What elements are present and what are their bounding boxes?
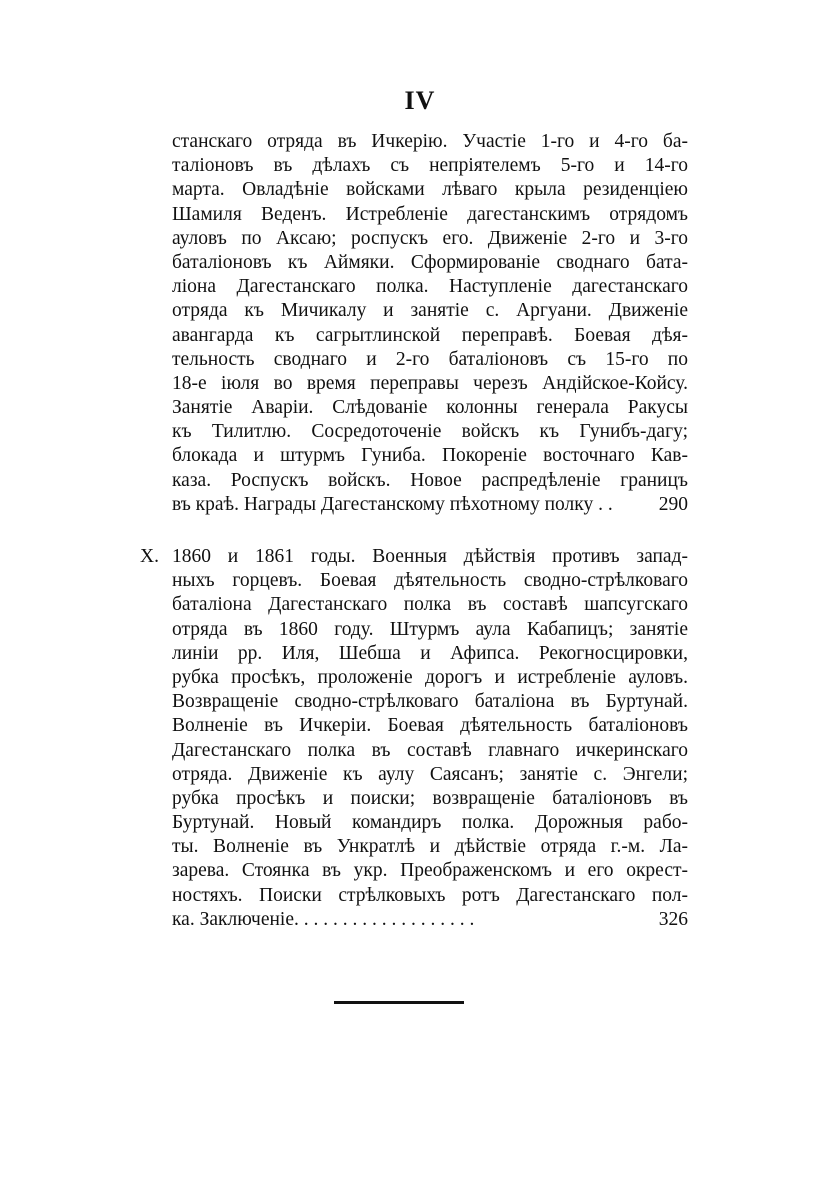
text-line: рубка просѣкъ и поиски; возвращеніе баталіоновъ въ [172,787,688,809]
text-line: отряда. Движеніе къ аулу Саясанъ; занятіе с. Энгели; [172,763,688,785]
toc-entry [140,130,688,517]
page-reference: 326 [658,908,688,930]
text-line: Шамиля Веденъ. Истребленіе дагестанскимъ отрядомъ [172,203,688,225]
text-line [140,545,688,569]
text-line: баталіоновъ къ Аймяки. Сформированіе своднаго бата- [172,251,688,273]
text-line: къ Тилитлю. Сосредоточеніе войскъ къ Гунибъ-дагу; [172,421,688,443]
text-line: рубка просѣкъ, проложеніе дорогъ и истребленіе ауловъ. [172,666,688,688]
section-end-rule [334,1001,464,1004]
text-line: каза. Роспускъ войскъ. Новое распредѣленіе границъ [172,469,688,491]
text-line: тельность своднаго и 2-го баталіоновъ съ 15-го по [172,348,688,370]
text-line: ауловъ по Аксаю; роспускъ его. Движеніе 2-го и 3-го [172,227,688,249]
text-line: 18-е іюля во время переправы черезъ Андійское-Койсу. [172,372,688,394]
text-line: ныхъ горцевъ. Боевая дѣятельность сводно-стрѣлковаго [172,570,688,592]
text-line: авангарда къ сагрытлинской переправѣ. Боевая дѣя- [172,324,688,346]
text-line-with-page-ref [140,908,688,932]
toc-entry [140,545,688,932]
text-line-with-page-ref [140,493,688,517]
text-line: блокада и штурмъ Гуниба. Покореніе восточнаго Кав- [172,445,688,467]
text-line: Занятіе Аваріи. Слѣдованіе колонны генерала Ракусы [172,397,688,419]
text-line-content: 1860 и 1861 годы. Военныя дѣйствія противъ запад- [172,546,688,567]
text-line: Буртунай. Новый командиръ полка. Дорожныя рабо- [172,812,688,834]
text-line: станскаго отряда въ Ичкерію. Участіе 1-го и 4-го ба- [172,131,688,152]
text-line: Волненіе въ Ичкеріи. Боевая дѣятельность баталіоновъ [172,715,688,737]
text-line: ты. Волненіе въ Ункратлѣ и дѣйствіе отряда г.-м. Ла- [172,836,688,858]
text-line: зарева. Стоянка въ укр. Преображенскомъ и его окрест- [172,860,688,882]
text-line: марта. Овладѣніе войсками лѣваго крыла резиденціею [172,179,688,201]
text-line: отряда въ 1860 году. Штурмъ аула Кабапицъ; занятіе [172,618,688,640]
text-line: Возвращеніе сводно-стрѣлковаго баталіона въ Буртунай. [172,691,688,713]
page-number: IV [404,86,436,115]
text-line: ностяхъ. Поиски стрѣлковыхъ ротъ Дагестанскаго пол- [172,884,688,906]
text-line: таліоновъ въ дѣлахъ съ непріятелемъ 5-го и 14-го [172,155,688,177]
page-reference: 290 [658,493,688,515]
entry-last-line: въ краѣ. Награды Дагестанскому пѣхотному полку . . [172,493,613,515]
chapter-numeral: X. [140,546,159,567]
text-line: Дагестанскаго полка въ составѣ главнаго ичкеринскаго [172,739,688,761]
text-line: ліона Дагестанскаго полка. Наступленіе дагестанскаго [172,276,688,298]
text-line: баталіона Дагестанскаго полка въ составѣ шапсугскаго [172,594,688,616]
text-line: линіи рр. Иля, Шебша и Афипса. Рекогносцировки, [172,642,688,664]
entry-last-line: ка. Заключеніе. . . . . . . . . . . . . . . . . . . [172,908,475,930]
text-line: отряда къ Мичикалу и занятіе с. Аргуани. Движеніе [172,300,688,322]
